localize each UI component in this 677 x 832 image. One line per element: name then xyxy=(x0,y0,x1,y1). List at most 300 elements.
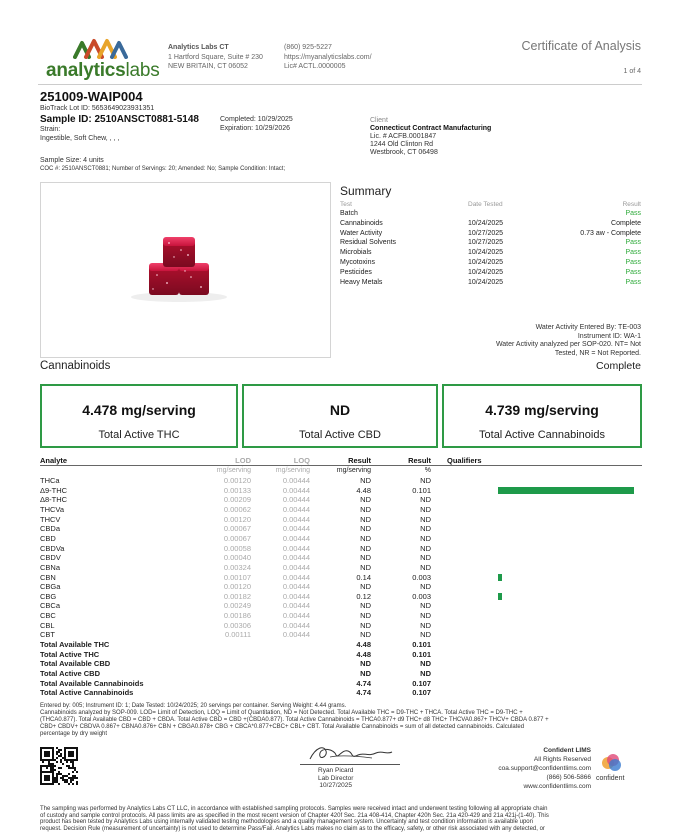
qr-module xyxy=(48,761,50,763)
table-row xyxy=(0,611,677,620)
loq-value: 0.00444 xyxy=(282,524,310,534)
lod-value: 0.00067 xyxy=(223,524,251,534)
strain-label: Strain: xyxy=(40,126,61,133)
wa-note-line: Water Activity Entered By: TE-003 xyxy=(535,324,641,331)
result-value: ND xyxy=(360,620,371,630)
summary-result: Pass xyxy=(625,249,641,257)
footer-line: of custody and sample control protocols. All pass limits are as specified in the most recent version of Chapter 420f Sec. 21a 408-414, Chapter 420h Sec. 21a 420-429 and 21a 421j-(1-40). This xyxy=(40,812,549,819)
footer-line: product has been tested by Analytics Labs using internally validated testing methodologies and a quality management system. Uncertainty and test condition information is available upon xyxy=(40,819,533,826)
note-line: percentage by dry weight xyxy=(40,731,108,737)
table-row xyxy=(0,640,677,649)
table-row xyxy=(0,601,677,610)
lod-value: 0.00120 xyxy=(223,514,251,524)
result-value: 0.12 xyxy=(356,591,371,601)
analyte-name: Total Active Cannabinoids xyxy=(40,688,134,698)
lims-email-link[interactable]: coa.support@confidentlims.com xyxy=(498,765,591,772)
signer-block xyxy=(318,767,353,790)
result-value: ND xyxy=(360,611,371,621)
analyte-name: CBNa xyxy=(40,562,61,572)
analyte-name: THCa xyxy=(40,476,60,485)
result-value: ND xyxy=(360,601,371,611)
summary-date: 10/24/2025 xyxy=(468,249,504,257)
result-bar xyxy=(498,574,502,581)
lod-value: 0.00306 xyxy=(223,620,251,630)
lod-value: 0.00186 xyxy=(223,611,251,621)
loq-value: 0.00444 xyxy=(282,495,310,505)
qr-module xyxy=(60,755,62,757)
col-result-pct: Result xyxy=(408,456,431,465)
table-row xyxy=(0,630,677,639)
qr-module xyxy=(50,767,52,769)
wa-note-line: Tested, NR = Not Reported. xyxy=(554,349,641,357)
qr-module xyxy=(48,763,50,765)
lod-value: 0.00120 xyxy=(223,582,251,592)
unit-result: mg/serving xyxy=(336,467,371,474)
table-row xyxy=(0,495,677,504)
result-pct-value: 0.107 xyxy=(412,688,431,698)
cannabinoids-title: Cannabinoids xyxy=(40,360,111,372)
qr-module xyxy=(68,777,70,779)
lab-name: Analytics Labs CT xyxy=(168,44,229,51)
table-row xyxy=(0,534,677,543)
water-activity-notes xyxy=(496,324,641,358)
qr-module xyxy=(46,767,48,769)
lod-value: 0.00058 xyxy=(223,543,251,553)
qr-module xyxy=(72,767,74,769)
summary-test-name: Cannabinoids xyxy=(340,219,383,227)
document-title: Certificate of Analysis xyxy=(521,39,641,53)
sample-size: Sample Size: 4 units xyxy=(40,157,104,164)
qr-module xyxy=(74,775,76,777)
result-value: ND xyxy=(360,582,371,592)
lab-address-line-2: NEW BRITAIN, CT 06052 xyxy=(168,63,248,70)
lab-address-line-1: 1 Hartford Square, Suite # 230 xyxy=(168,53,263,61)
qr-module xyxy=(54,777,56,779)
footer-line: The sampling was performed by Analytics Labs CT LLC, in accordance with established sampling protocols. Samples were received intact and underwent testing following all appropriate chain xyxy=(40,806,548,812)
unit-pct: % xyxy=(424,467,431,474)
client-label: Client xyxy=(370,117,388,124)
qr-module xyxy=(58,783,60,785)
stat-label: Total Active THC xyxy=(98,429,180,441)
result-value: ND xyxy=(360,533,371,543)
qr-module xyxy=(76,771,78,773)
result-pct-value: ND xyxy=(420,669,431,678)
signature-line xyxy=(300,764,400,765)
signer-title: Lab Director xyxy=(318,774,354,782)
qr-module xyxy=(58,767,60,769)
result-value: ND xyxy=(360,562,371,572)
summary-date: 10/24/2025 xyxy=(468,268,504,276)
table-row xyxy=(0,544,677,553)
loq-value: 0.00444 xyxy=(282,533,310,543)
summary-result: Pass xyxy=(625,210,641,217)
summary-result: Pass xyxy=(625,259,641,266)
lab-address xyxy=(168,43,263,72)
summary-date: 10/27/2025 xyxy=(468,229,504,237)
cannabinoids-status: Complete xyxy=(596,360,641,372)
qr-module xyxy=(58,771,60,773)
strain-info xyxy=(40,125,119,143)
table-row xyxy=(0,573,677,582)
result-pct-value: ND xyxy=(420,620,431,630)
result-pct-value: ND xyxy=(420,601,431,611)
analyte-name: CBT xyxy=(40,630,55,640)
qr-module xyxy=(70,779,72,781)
note-line: Cannabinoids analyzed by SOP-009. LOD= Limit of Detection, LOQ = Limit of Quantitation, ND = Not Detected. Total Available THC = D9-THC + THCA. Total Active THC = D9-THC + xyxy=(40,710,523,716)
loq-value: 0.00444 xyxy=(282,611,310,621)
table-row xyxy=(0,553,677,562)
qr-module xyxy=(44,775,50,781)
summary-test-name: Mycotoxins xyxy=(340,259,376,266)
loq-value: 0.00444 xyxy=(282,485,310,495)
client-info xyxy=(370,125,491,157)
page-number: 1 of 4 xyxy=(623,68,641,75)
qr-module xyxy=(76,781,78,783)
qr-module xyxy=(40,765,42,767)
qr-module xyxy=(62,777,64,779)
qr-module xyxy=(52,765,54,767)
qr-module xyxy=(72,763,74,765)
stat-box-total-active-thc xyxy=(40,384,238,448)
result-pct-value: ND xyxy=(420,611,431,621)
qr-module xyxy=(58,751,60,753)
qr-module xyxy=(56,773,58,775)
qr-module xyxy=(42,765,44,767)
analyte-name: Total Available THC xyxy=(40,640,110,650)
analyte-name: CBDV xyxy=(40,553,61,563)
summary-date: 10/24/2025 xyxy=(468,278,504,286)
qr-module xyxy=(58,773,60,775)
analyte-name: CBG xyxy=(40,591,57,601)
qr-module xyxy=(54,781,56,783)
qr-module xyxy=(68,773,70,775)
qr-module xyxy=(70,781,72,783)
analyte-name: CBGa xyxy=(40,582,61,592)
analyte-name: Δ8-THC xyxy=(40,495,68,505)
lod-value: 0.00324 xyxy=(223,562,251,572)
confident-wordmark: confident xyxy=(596,775,625,782)
table-row xyxy=(0,486,677,495)
summary-result: Pass xyxy=(625,278,641,286)
result-pct-value: ND xyxy=(420,659,431,669)
result-pct-value: ND xyxy=(420,476,431,485)
lod-value: 0.00107 xyxy=(223,572,251,582)
col-qualifiers: Qualifiers xyxy=(447,456,482,465)
product-photo xyxy=(40,182,331,358)
result-pct-value: 0.101 xyxy=(412,640,431,650)
stat-box-total-active-cbd xyxy=(242,384,438,448)
qr-module xyxy=(68,767,70,769)
qr-module xyxy=(56,761,58,763)
result-pct-value: 0.003 xyxy=(412,572,431,582)
summary-test-name: Pesticides xyxy=(340,268,372,276)
result-pct-value: ND xyxy=(420,553,431,563)
loq-value: 0.00444 xyxy=(282,572,310,582)
footer-disclaimer xyxy=(40,806,642,832)
stat-value: 4.478 mg/serving xyxy=(82,402,196,418)
lod-value: 0.00111 xyxy=(225,630,251,640)
stat-value: ND xyxy=(329,402,351,418)
qr-module xyxy=(76,777,78,779)
qr-module xyxy=(42,761,44,763)
qr-module xyxy=(70,777,72,779)
qr-module xyxy=(66,765,68,767)
analyte-name: Total Active THC xyxy=(40,649,100,659)
result-pct-value: 0.003 xyxy=(412,591,431,601)
lims-name: Confident LIMS xyxy=(543,747,591,754)
loq-value: 0.00444 xyxy=(282,620,310,630)
completed-date: Completed: 10/29/2025 xyxy=(220,116,293,123)
expiration-date: Expiration: 10/29/2026 xyxy=(220,125,291,132)
col-lod: LOD xyxy=(235,456,251,465)
qr-module xyxy=(44,765,46,767)
qr-module xyxy=(56,747,58,749)
result-value: ND xyxy=(360,514,371,524)
stat-label: Total Active Cannabinoids xyxy=(479,429,605,441)
lod-value: 0.00249 xyxy=(223,601,251,611)
result-value: ND xyxy=(360,659,371,669)
qr-module xyxy=(60,759,62,761)
loq-value: 0.00444 xyxy=(282,543,310,553)
qr-module xyxy=(66,761,68,763)
lot-title: 251009-WAIP004 xyxy=(40,89,143,104)
analyte-name: CBD xyxy=(40,533,56,543)
result-pct-value: ND xyxy=(420,562,431,572)
result-pct-value: ND xyxy=(420,582,431,592)
loq-value: 0.00444 xyxy=(282,582,310,592)
result-value: ND xyxy=(360,553,371,563)
analytics-labs-logo-icon xyxy=(73,37,131,59)
lims-phone: (866) 506-5866 xyxy=(546,774,591,781)
qr-module xyxy=(60,777,62,779)
qr-module xyxy=(54,765,56,767)
qr-module xyxy=(72,765,74,767)
note-line: CBD+ CBDV+ CBDVA 0.867+ CBNA0.876+ CBN + CBGA0.878+ CBG + CBCA*0.877+CBC+ CBL+ CBT. Total Available Cannabinoids = sum of all detected cannabinoids. Calculated xyxy=(40,724,525,730)
stat-label: Total Active CBD xyxy=(299,429,381,441)
qr-module xyxy=(52,767,54,769)
result-pct-value: ND xyxy=(420,630,431,640)
table-row xyxy=(0,476,677,485)
lab-website-link[interactable]: https://myanalyticslabs.com/ xyxy=(284,53,372,61)
unit-loq: mg/serving xyxy=(275,467,310,474)
analyte-name: CBDa xyxy=(40,524,61,534)
wa-note-line: Instrument ID: WA-1 xyxy=(577,332,641,340)
qr-module xyxy=(60,753,62,755)
qr-module xyxy=(72,779,74,781)
stat-box-total-active-cannabinoids xyxy=(442,384,642,448)
col-loq: LOQ xyxy=(293,456,310,465)
table-row xyxy=(0,669,677,678)
lod-value: 0.00040 xyxy=(223,553,251,563)
qr-module xyxy=(74,767,76,769)
table-row xyxy=(0,582,677,591)
qr-module xyxy=(64,775,66,777)
summary-result: Pass xyxy=(625,268,641,276)
qr-module xyxy=(68,783,70,785)
result-value: ND xyxy=(360,495,371,505)
qr-module xyxy=(40,767,42,769)
lab-contact xyxy=(284,43,372,72)
table-row xyxy=(0,592,677,601)
loq-value: 0.00444 xyxy=(282,476,310,485)
analyte-name: CBCa xyxy=(40,601,61,611)
qr-module xyxy=(50,769,52,771)
result-pct-value: ND xyxy=(420,524,431,534)
qr-module xyxy=(40,769,42,771)
table-row xyxy=(0,688,677,697)
note-line: Entered by: 005; Instrument ID: 1; Date Tested: 10/24/2025; 20 servings per container. Serving Weight: 4.44 grams. xyxy=(40,703,347,709)
client-address-1: 1244 Old Clinton Rd xyxy=(370,141,434,148)
analyte-name: Total Available CBD xyxy=(40,659,111,669)
wa-note-line: Water Activity analyzed per SOP-020. NT= Not xyxy=(495,341,641,348)
result-value: 4.74 xyxy=(356,688,371,698)
result-value: 4.48 xyxy=(356,649,371,659)
qr-module xyxy=(58,749,60,751)
qr-module xyxy=(72,771,74,773)
signed-date: 10/27/2025 xyxy=(319,782,352,789)
col-analyte: Analyte xyxy=(40,456,68,465)
result-pct-value: 0.107 xyxy=(412,678,431,688)
result-value: ND xyxy=(360,543,371,553)
table-header-rule xyxy=(40,465,642,466)
qr-module xyxy=(52,763,54,765)
qr-module xyxy=(74,777,76,779)
client-name: Connecticut Contract Manufacturing xyxy=(370,125,492,132)
result-value: 0.14 xyxy=(356,572,371,582)
summary-col-result: Result xyxy=(622,201,641,208)
qr-module xyxy=(72,775,74,777)
sample-dates xyxy=(220,115,293,133)
qr-module xyxy=(60,749,62,751)
qr-module xyxy=(62,757,64,759)
qr-module xyxy=(76,783,78,785)
sample-id: Sample ID: 2510ANSCT0881-5148 xyxy=(40,114,199,125)
result-value: 4.48 xyxy=(356,640,371,650)
matrix-label: Ingestible, Soft Chew, , , , xyxy=(40,135,120,142)
qr-module xyxy=(56,753,58,755)
qr-module xyxy=(64,781,66,783)
result-pct-value: ND xyxy=(420,543,431,553)
qr-module xyxy=(72,777,74,779)
qr-module xyxy=(74,769,76,771)
lod-value: 0.00067 xyxy=(223,533,251,543)
qr-module xyxy=(50,763,52,765)
qr-module xyxy=(56,777,58,779)
result-value: ND xyxy=(360,524,371,534)
loq-value: 0.00444 xyxy=(282,601,310,611)
coc-line: COC #: 2510ANSCT0881; Number of Servings: 20; Amended: No; Sample Condition: Intact; xyxy=(40,166,286,172)
table-row xyxy=(0,650,677,659)
qr-module xyxy=(54,769,56,771)
summary-test-name: Batch xyxy=(340,210,358,217)
qr-module xyxy=(56,775,58,777)
lod-value: 0.00182 xyxy=(223,591,251,601)
summary-test-name: Heavy Metals xyxy=(340,278,383,286)
loq-value: 0.00444 xyxy=(282,630,310,640)
summary-col-date: Date Tested xyxy=(468,201,503,208)
qr-module xyxy=(66,781,68,783)
analyte-name: Total Available Cannabinoids xyxy=(40,678,144,688)
summary-result: Pass xyxy=(625,239,641,247)
qr-module xyxy=(48,765,50,767)
summary-title: Summary xyxy=(340,184,392,198)
qr-module xyxy=(44,751,50,757)
analyte-name: THCVa xyxy=(40,504,65,514)
table-row xyxy=(0,621,677,630)
confident-logo-icon xyxy=(601,753,623,773)
lod-value: 0.00062 xyxy=(223,504,251,514)
qr-module xyxy=(62,779,64,781)
result-value: 4.74 xyxy=(356,678,371,688)
result-value: ND xyxy=(360,476,371,485)
result-pct-value: ND xyxy=(420,514,431,524)
result-bar xyxy=(498,593,502,600)
lab-phone: (860) 925-5227 xyxy=(284,44,332,51)
qr-module xyxy=(68,751,74,757)
loq-value: 0.00444 xyxy=(282,591,310,601)
biotrack-id: BioTrack Lot ID: 5653649023931351 xyxy=(40,105,155,112)
unit-lod: mg/serving xyxy=(216,467,251,474)
summary-result: 0.73 aw - Complete xyxy=(580,229,641,237)
qr-module xyxy=(68,765,70,767)
signer-name: Ryan Picard xyxy=(318,767,354,774)
soft-chew-image xyxy=(41,183,332,359)
qr-module xyxy=(72,783,74,785)
table-row xyxy=(0,515,677,524)
qr-module xyxy=(72,761,74,763)
qr-module xyxy=(56,779,58,781)
qr-module xyxy=(56,781,58,783)
result-value: ND xyxy=(360,669,371,678)
summary-date: 10/24/2025 xyxy=(468,259,504,266)
summary-date: 10/27/2025 xyxy=(468,239,504,247)
loq-value: 0.00444 xyxy=(282,553,310,563)
qr-module xyxy=(62,763,64,765)
summary-test-name: Water Activity xyxy=(340,229,383,237)
result-pct-value: ND xyxy=(420,504,431,514)
lod-value: 0.00133 xyxy=(223,485,251,495)
lims-rights: All Rights Reserved xyxy=(533,756,591,763)
qr-module xyxy=(62,775,64,777)
qr-module xyxy=(54,779,56,781)
result-pct-value: ND xyxy=(420,495,431,505)
analyte-name: Total Active CBD xyxy=(40,669,101,678)
analyte-name: CBDVa xyxy=(40,543,65,553)
qr-module xyxy=(60,767,62,769)
qr-module xyxy=(52,769,54,771)
result-value: ND xyxy=(360,630,371,640)
summary-test-name: Microbials xyxy=(340,249,372,257)
result-bar xyxy=(498,487,634,494)
qr-code-icon[interactable] xyxy=(40,747,78,785)
qr-module xyxy=(54,759,56,761)
summary-date: 10/24/2025 xyxy=(468,219,504,227)
qr-module xyxy=(60,761,62,763)
lims-website-link[interactable]: www.confidentlims.com xyxy=(523,783,591,790)
result-pct-value: 0.101 xyxy=(412,485,431,495)
result-pct-value: 0.101 xyxy=(412,649,431,659)
cannabinoid-notes xyxy=(40,703,642,738)
qr-module xyxy=(50,765,52,767)
stat-value: 4.739 mg/serving xyxy=(485,402,599,418)
analyte-name: CBC xyxy=(40,611,56,621)
qr-module xyxy=(70,767,72,769)
loq-value: 0.00444 xyxy=(282,504,310,514)
qr-module xyxy=(56,757,58,759)
table-row xyxy=(0,679,677,688)
table-row xyxy=(0,563,677,572)
col-result: Result xyxy=(348,456,371,465)
